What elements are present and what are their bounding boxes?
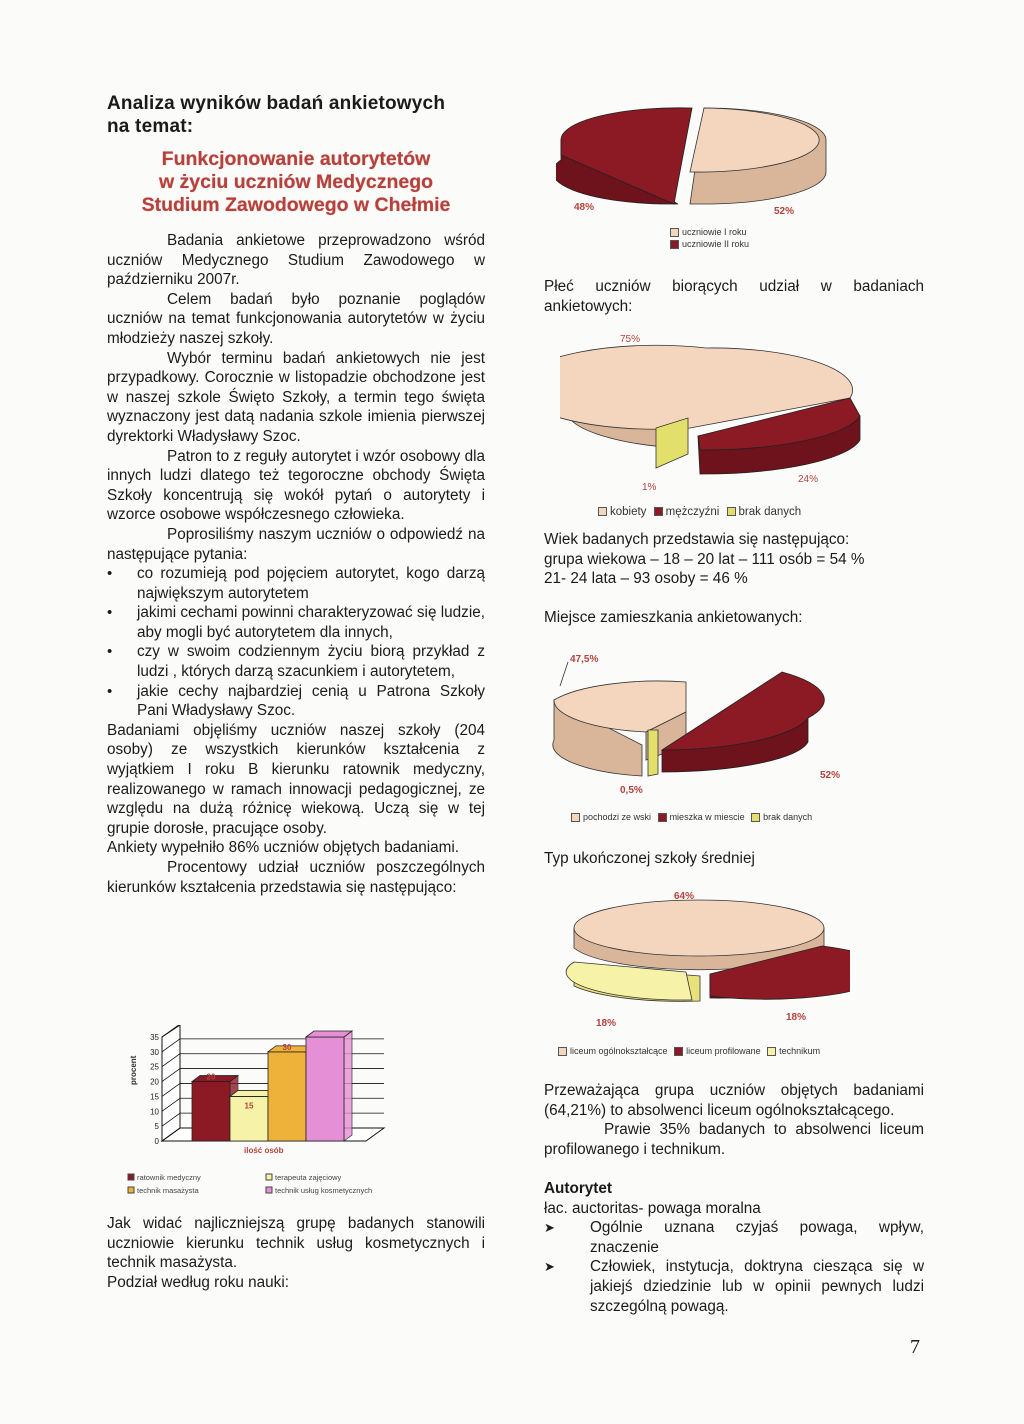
list-item: ➤ Człowiek, instytucja, doktryna ciesząca się w jakiejś dziedzinie lub w opinii pewnych ludzi szczególną powagą.: [590, 1257, 924, 1316]
y-tick-label: 20: [150, 1077, 159, 1087]
paragraph: Przeważająca grupa uczniów objętych badaniami (64,21%) to absolwenci liceum ogólnokształcącego.: [544, 1082, 924, 1119]
caption-plec: [544, 277, 924, 316]
list-item: • jakimi cechami powinni charakteryzować się ludzie, aby mogli być autorytetem dla innych,: [137, 603, 485, 642]
list-item: ➤ Ogólnie uznana czyjaś powaga, wpływ, znaczenie: [590, 1218, 924, 1257]
legend-label: ratownik medyczny: [137, 1173, 201, 1182]
pie-value-label: 24%: [798, 474, 819, 485]
pie-legend-plec: [598, 506, 801, 518]
pie-slice-liceum-ogolnoksztalcace: [574, 900, 824, 956]
bar-chart-kierunki: [122, 1025, 402, 1205]
definition: łac. auctoritas- powaga moralna: [544, 1199, 761, 1217]
question-list: [107, 564, 485, 721]
legend-swatch: [128, 1187, 134, 1193]
y-tick-label: 35: [150, 1033, 159, 1042]
legend-swatch: [654, 507, 663, 516]
paragraph: Badaniami objęliśmy uczniów naszej szkoły (204 osoby) ze wszystkich kierunków kształcenia z wyjątkiem I roku B kierunku ratownik medyczny, realizowanego w ramach innowacji pedagogicznej, ze względu na dużą różnicę wiekową. Uczą się w tej grupie dorosłe, pracujące osoby.: [107, 721, 485, 837]
legend-swatch: [571, 813, 580, 822]
paragraph: Wiek badanych przedstawia się następująco:: [544, 531, 850, 548]
pie-legend-typ: [558, 1045, 820, 1057]
legend-label: technik usług kosmetycznych: [275, 1186, 373, 1195]
legend-label: mężczyźni: [665, 506, 720, 518]
page-number: 7: [910, 1336, 920, 1358]
paragraph: Wybór terminu badań ankietowych nie jest przypadkowy. Corocznie w listopadzie obchodzone jest w naszej szkole Święto Szkoły, a termin tego święta wyznaczony jest datą nadania szkole imienia pierwszej dyrektorki Władysławy Szoc.: [107, 349, 485, 445]
list-item: • jakie cechy najbardziej cenią u Patrona Szkoły Pani Władysławy Szoc.: [137, 682, 485, 721]
legend-label: brak danych: [763, 812, 813, 822]
paragraph: grupa wiekowa – 18 – 20 lat – 111 osób = 54 %: [544, 550, 865, 568]
legend-swatch: [767, 1047, 776, 1056]
y-tick-label: 15: [150, 1092, 159, 1102]
legend-swatch: [670, 240, 679, 249]
y-tick-label: 25: [150, 1062, 159, 1072]
legend-label: uczniowie I roku: [682, 227, 747, 237]
paragraph: Celem badań było poznanie poglądów uczniów na temat funkcjonowania autorytetów w życiu młodzieży naszej szkoły.: [107, 290, 485, 347]
pie-value-label: 0,5%: [620, 785, 643, 796]
paragraph: Typ ukończonej szkoły średniej: [544, 850, 755, 867]
legend-label: liceum ogólnokształcące: [570, 1046, 668, 1056]
paragraph: Prawie 35% badanych to absolwenci liceum profilowanego i technikum.: [544, 1121, 924, 1158]
paragraph: Badania ankietowe przeprowadzono wśród uczniów Medycznego Studium Zawodowego w październiku 2007r.: [107, 232, 485, 289]
legend-swatch: [727, 507, 736, 516]
paragraph: Ankiety wypełniło 86% uczniów objętych badaniami.: [107, 839, 460, 857]
paragraph: Jak widać najliczniejszą grupę badanych stanowili uczniowie kierunku technik usług kosmetycznych i technik masażysta.: [107, 1215, 485, 1272]
legend-swatch: [674, 1047, 683, 1056]
bar-front: [306, 1037, 344, 1141]
legend-swatch: [658, 813, 667, 822]
paragraph: Patron to z reguły autorytet i wzór osobowy dla innych ludzi dlatego też tegoroczne obchody Święta Szkoły koncentrują się wokół pytań o autorytety i wzorce osobowe współczesnego człowieka.: [107, 447, 485, 524]
legend-label: technikum: [779, 1046, 821, 1056]
pie-value-label: 18%: [596, 1018, 617, 1029]
list-item: • co rozumieją pod pojęciem autorytet, kogo darzą największym autorytetem: [137, 564, 485, 603]
y-axis-label: procent: [129, 1055, 138, 1085]
bar-side: [344, 1031, 352, 1141]
pie-value-label: 52%: [774, 206, 795, 217]
legend-label: brak danych: [738, 506, 802, 518]
pie-chart-typ-szkoly: [560, 886, 850, 1036]
legend-swatch: [266, 1187, 272, 1193]
pie-chart-plec: [560, 328, 870, 498]
paragraph: 21- 24 lata – 93 osoby = 46 %: [544, 570, 748, 588]
bar-value-label: 20: [206, 1072, 216, 1082]
paragraph: Podział według roku nauki:: [107, 1273, 289, 1291]
article-title: [107, 148, 485, 217]
age-section: [544, 530, 924, 628]
heading-line-2: na temat:: [107, 116, 194, 137]
bar-legend: [128, 1173, 372, 1195]
legend-swatch: [751, 813, 760, 822]
legend-label: uczniowie II roku: [682, 239, 750, 249]
heading: [107, 92, 485, 138]
left-column-bottom: [107, 1214, 485, 1292]
y-tick-label: 5: [154, 1122, 159, 1132]
pie-chart-miejsce: [550, 650, 860, 800]
legend-label: liceum profilowane: [686, 1046, 761, 1056]
pie-value-label: 48%: [574, 202, 595, 213]
pie-legend-miejsce: [571, 811, 812, 823]
title-line-2: w życiu uczniów Medycznego: [158, 171, 434, 193]
right-column-bottom: [544, 1081, 924, 1316]
legend-swatch: [670, 228, 679, 237]
y-tick-label: 10: [150, 1107, 159, 1117]
x-axis-label: ilość osób: [244, 1146, 284, 1155]
bar-front: [268, 1052, 306, 1141]
y-tick-label: 0: [154, 1137, 159, 1146]
paragraph: Poprosiliśmy naszym uczniów o odpowiedź na następujące pytania:: [107, 525, 485, 563]
title-line-1: Funkcjonowanie autorytetów: [161, 148, 431, 170]
y-tick-label: 30: [150, 1047, 159, 1057]
caption-typ: [544, 849, 924, 869]
legend-swatch: [128, 1174, 134, 1180]
legend-swatch: [266, 1174, 272, 1180]
list-item: • czy w swoim codziennym życiu biorą przykład z ludzi , których darzą szacunkiem i autorytetem,: [137, 642, 485, 681]
pie-legend-rok: [670, 226, 749, 250]
title-line-3: Studium Zawodowego w Chełmie: [141, 194, 451, 216]
legend-label: pochodzi ze wski: [583, 812, 652, 822]
bar-front: [192, 1082, 230, 1141]
legend-label: terapeuta zajęciowy: [275, 1173, 342, 1182]
pie-value-label: 47,5%: [570, 654, 599, 665]
heading-line-1: Analiza wyników badań ankietowych: [107, 93, 446, 114]
leader-line: [560, 662, 568, 686]
pie-value-label: 52%: [820, 770, 841, 781]
bar-value-label: 30: [282, 1042, 292, 1052]
legend-label: technik masażysta: [137, 1186, 199, 1195]
pie-value-label: 18%: [786, 1012, 807, 1023]
section-heading-autorytet: Autorytet: [544, 1179, 612, 1197]
legend-swatch: [558, 1047, 567, 1056]
bar-top: [306, 1031, 352, 1037]
paragraph: Procentowy udział uczniów poszczególnych kierunków kształcenia przedstawia się następująco:: [107, 859, 485, 896]
pie-value-label: 1%: [642, 482, 657, 493]
left-column: [107, 92, 485, 897]
definition-list: [544, 1218, 924, 1316]
legend-swatch: [598, 507, 607, 516]
pie-slice-brak-danych: [648, 730, 658, 776]
pie-value-label: 75%: [620, 334, 641, 345]
pie-chart-rok: [556, 100, 846, 230]
bar-value-label: 15: [244, 1101, 254, 1111]
paragraph: Płeć uczniów biorących udział w badaniach ankietowych:: [544, 278, 924, 315]
paragraph: Miejsce zamieszkania ankietowanych:: [544, 609, 803, 627]
pie-value-label: 64%: [674, 891, 695, 902]
bar: [306, 1031, 352, 1141]
legend-label: mieszka w miescie: [669, 812, 745, 822]
legend-label: kobiety: [610, 506, 647, 518]
